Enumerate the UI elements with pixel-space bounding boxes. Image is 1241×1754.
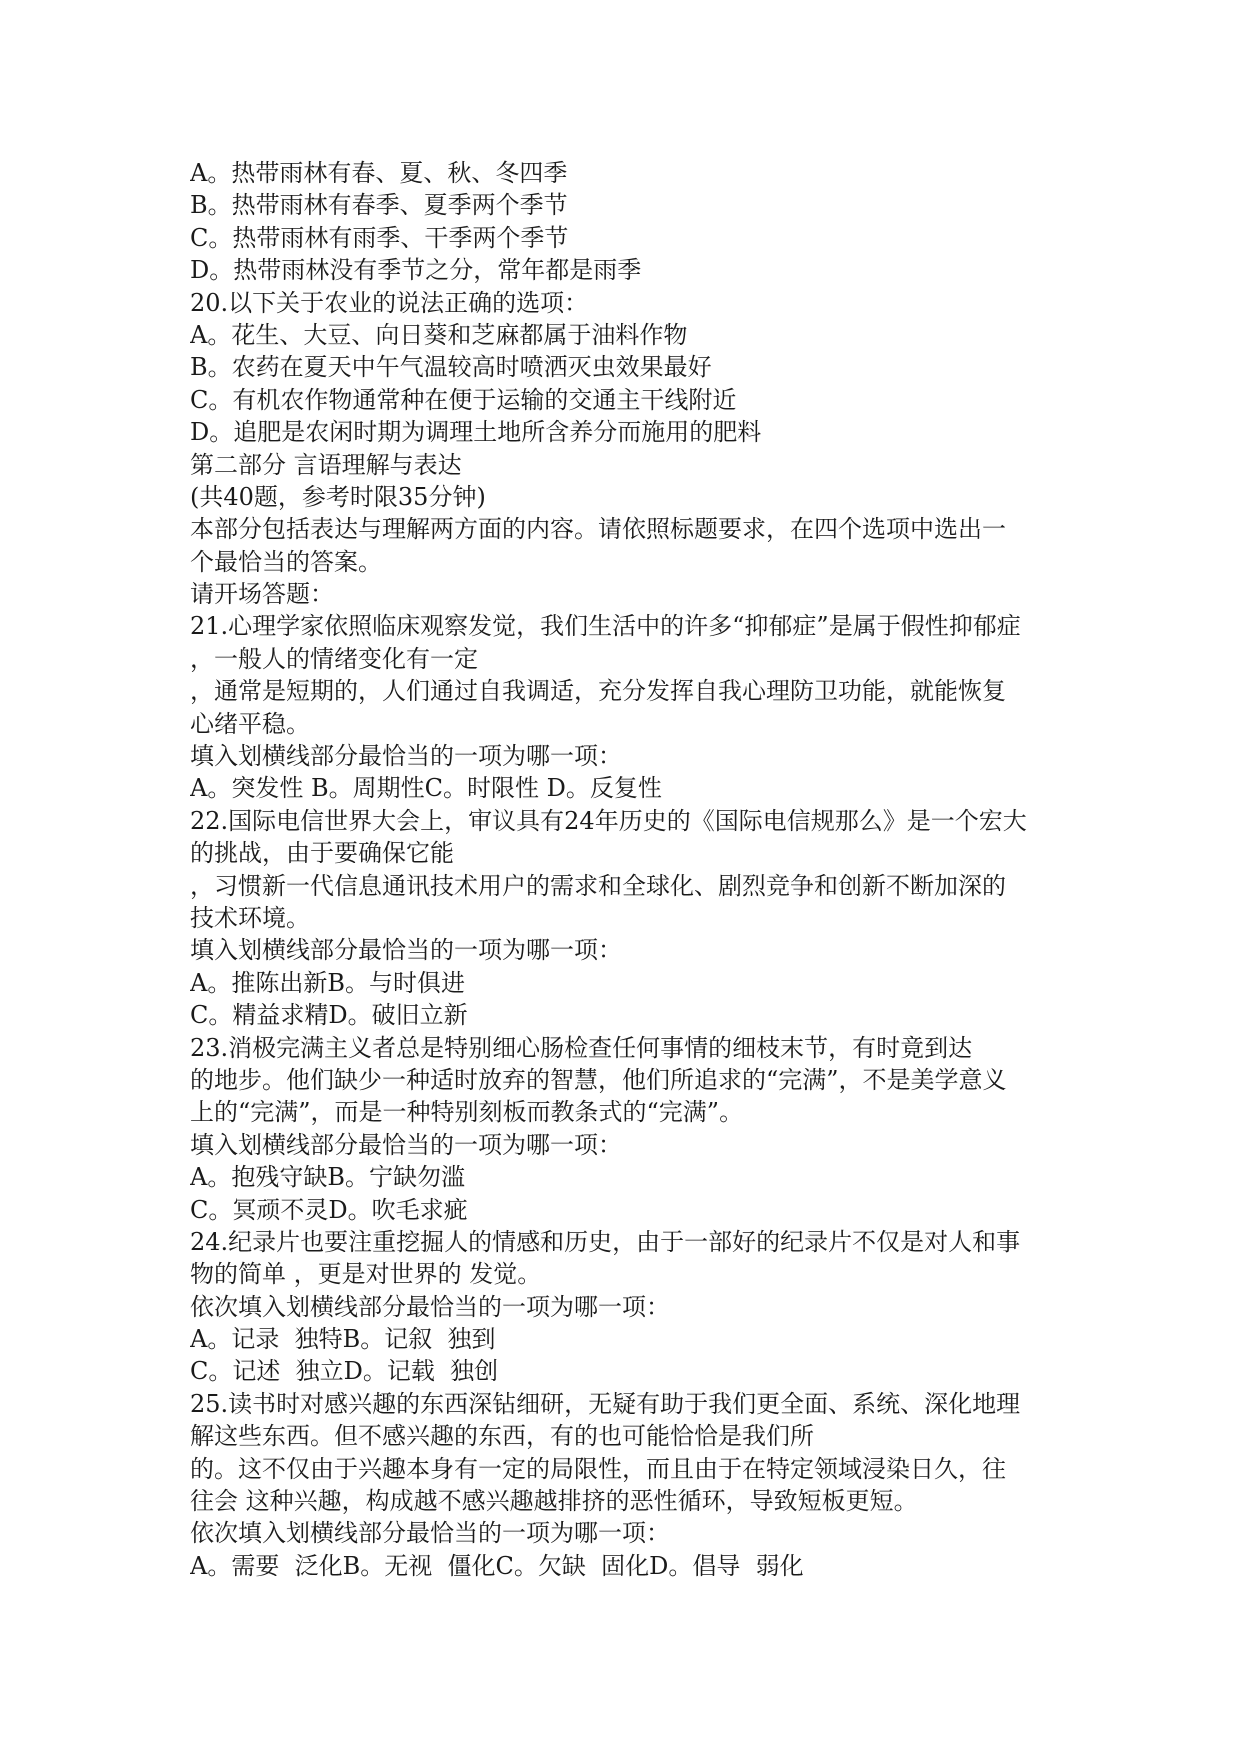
- text-line: 填入划横线部分最恰当的一项为哪一项：: [190, 1130, 622, 1159]
- text-line: A。记录 独特B。记叙 独到: [190, 1325, 496, 1354]
- text-line: 依次填入划横线部分最恰当的一项为哪一项：: [190, 1519, 670, 1548]
- text-line: 往会 这种兴趣，构成越不感兴趣越排挤的恶性循环，导致短板更短。: [190, 1487, 918, 1516]
- text-line: 第二部分 言语理解与表达: [190, 450, 462, 479]
- text-line: 的地步。他们缺少一种适时放弃的智慧，他们所追求的“完满”，不是美学意义: [190, 1065, 1007, 1094]
- text-line: C。精益求精D。破旧立新: [190, 1001, 468, 1030]
- text-line: A。热带雨林有春、夏、秋、冬四季: [190, 159, 568, 187]
- text-line: 的。这不仅由于兴趣本身有一定的局限性，而且由于在特定领域浸染日久，往: [190, 1454, 1006, 1483]
- text-line: 填入划横线部分最恰当的一项为哪一项：: [190, 742, 622, 771]
- text-line: (共40题，参考时限35分钟): [190, 482, 486, 511]
- text-line: 21.心理学家依照临床观察发觉，我们生活中的许多“抑郁症”是属于假性抑郁症: [190, 612, 1021, 641]
- text-line: 技术环境。: [190, 903, 310, 932]
- text-line: 22.国际电信世界大会上，审议具有24年历史的《国际电信规那么》是一个宏大: [190, 806, 1027, 835]
- text-line: A。花生、大豆、向日葵和芝麻都属于油料作物: [190, 320, 688, 349]
- text-line: A。突发性 B。周期性C。时限性 D。反复性: [190, 774, 662, 803]
- text-line: 上的“完满”，而是一种特别刻板而教条式的“完满”。: [190, 1098, 744, 1127]
- text-line: 的挑战，由于要确保它能: [190, 839, 454, 868]
- text-line: B。农药在夏天中午气温较高时喷洒灭虫效果最好: [190, 353, 712, 382]
- text-line: D。追肥是农闲时期为调理土地所含养分而施用的肥料: [190, 418, 762, 447]
- text-line: 填入划横线部分最恰当的一项为哪一项：: [190, 936, 622, 965]
- text-line: 个最恰当的答案。: [190, 547, 382, 576]
- text-line: 物的简单 ，更是对世界的 发觉。: [190, 1260, 542, 1289]
- text-line: 请开场答题：: [190, 580, 334, 609]
- text-line: ，习惯新一代信息通讯技术用户的需求和全球化、剧烈竞争和创新不断加深的: [190, 871, 1006, 900]
- text-line: C。冥顽不灵D。吹毛求疵: [190, 1195, 468, 1224]
- text-line: 依次填入划横线部分最恰当的一项为哪一项：: [190, 1292, 670, 1321]
- text-line: C。记述 独立D。记载 独创: [190, 1357, 499, 1386]
- text-line: 20.以下关于农业的说法正确的选项：: [190, 288, 589, 317]
- document-body: [190, 157, 1070, 1582]
- text-line: ，通常是短期的，人们通过自我调适，充分发挥自我心理防卫功能，就能恢复: [190, 677, 1006, 706]
- text-line: 24.纪录片也要注重挖掘人的情感和历史，由于一部好的纪录片不仅是对人和事: [190, 1227, 1021, 1256]
- text-line: 解这些东西。但不感兴趣的东西，有的也可能恰恰是我们所: [190, 1422, 814, 1451]
- text-line: A。推陈出新B。与时俱进: [190, 968, 465, 997]
- text-line: D。热带雨林没有季节之分，常年都是雨季: [190, 256, 642, 285]
- text-line: A。抱残守缺B。宁缺勿滥: [190, 1163, 465, 1192]
- text-line: B。热带雨林有春季、夏季两个季节: [190, 191, 568, 220]
- text-line: ，一般人的情绪变化有一定: [190, 644, 478, 673]
- text-line: 23.消极完满主义者总是特别细心肠检查任何事情的细枝末节，有时竟到达: [190, 1033, 973, 1062]
- text-line: C。有机农作物通常种在便于运输的交通主干线附近: [190, 385, 737, 414]
- text-line: A。需要 泛化B。无视 僵化C。欠缺 固化D。倡导 弱化: [190, 1551, 804, 1580]
- text-line: C。热带雨林有雨季、干季两个季节: [190, 223, 569, 252]
- text-line: 心绪平稳。: [190, 709, 310, 738]
- text-line: 本部分包括表达与理解两方面的内容。请依照标题要求，在四个选项中选出一: [190, 515, 1006, 544]
- text-line: 25.读书时对感兴趣的东西深钻细研，无疑有助于我们更全面、系统、深化地理: [190, 1389, 1021, 1418]
